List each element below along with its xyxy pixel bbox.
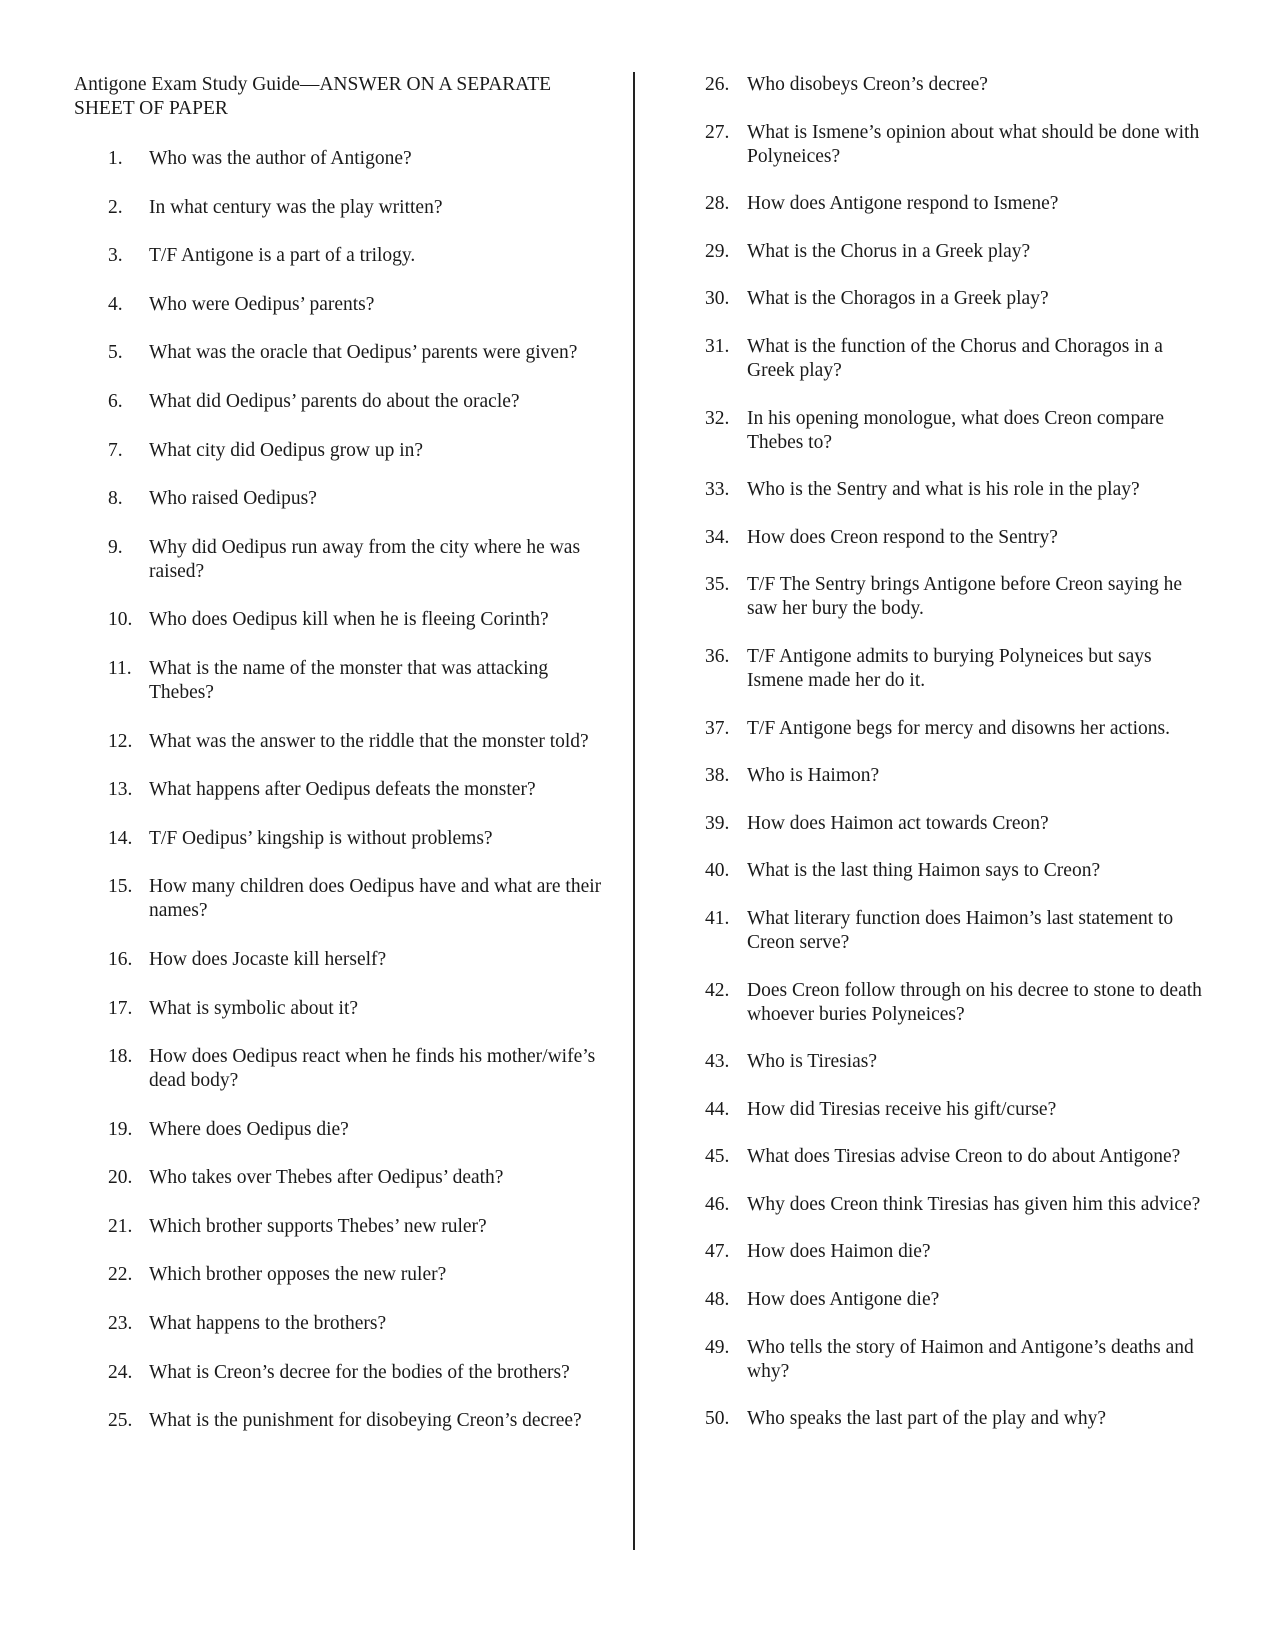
question-number: 21. xyxy=(108,1215,133,1237)
question-number: 12. xyxy=(108,730,133,752)
question-text: Who takes over Thebes after Oedipus’ death? xyxy=(149,1167,504,1189)
question-number: 36. xyxy=(705,645,730,667)
question-number: 13. xyxy=(108,779,133,801)
question-number: 30. xyxy=(705,288,730,310)
question-list-right xyxy=(705,73,1205,1455)
question-item xyxy=(108,487,608,511)
question-number: 42. xyxy=(705,979,730,1001)
question-item xyxy=(108,657,608,705)
question-text: How does Haimon act towards Creon? xyxy=(747,812,1049,834)
question-number: 45. xyxy=(705,1146,730,1168)
question-text: How does Creon respond to the Sentry? xyxy=(747,526,1058,548)
question-number: 25. xyxy=(108,1410,133,1432)
question-number: 40. xyxy=(705,860,730,882)
question-item xyxy=(108,827,608,851)
question-text: Who were Oedipus’ parents? xyxy=(149,293,375,315)
question-text: Who was the author of Antigone? xyxy=(149,148,412,169)
question-item xyxy=(108,1045,608,1093)
question-number: 44. xyxy=(705,1098,730,1120)
question-number: 43. xyxy=(705,1051,730,1073)
question-text: What happens after Oedipus defeats the monster? xyxy=(149,779,536,801)
question-item xyxy=(705,121,1205,169)
question-item xyxy=(108,293,608,317)
question-number: 11. xyxy=(108,657,132,679)
question-item xyxy=(705,287,1205,311)
question-text: What is the Choragos in a Greek play? xyxy=(747,288,1049,310)
question-text: Why did Oedipus run away from the city where he was raised? xyxy=(149,536,581,582)
question-number: 23. xyxy=(108,1313,133,1335)
question-text: T/F Antigone is a part of a trilogy. xyxy=(149,245,416,267)
question-text: Does Creon follow through on his decree to stone to death whoever buries Polyneices? xyxy=(747,979,1202,1025)
question-item xyxy=(705,1098,1205,1122)
question-item xyxy=(705,859,1205,883)
question-number: 34. xyxy=(705,526,730,548)
question-item xyxy=(705,573,1205,621)
question-text: What is symbolic about it? xyxy=(149,997,359,1019)
question-text: How does Jocaste kill herself? xyxy=(149,948,387,970)
question-number: 4. xyxy=(108,293,123,315)
question-item xyxy=(108,147,608,171)
question-item xyxy=(705,73,1205,97)
question-number: 31. xyxy=(705,335,730,357)
question-text: How many children does Oedipus have and what are their names? xyxy=(149,876,602,922)
question-item xyxy=(705,478,1205,502)
question-text: What is the punishment for disobeying Creon’s decree? xyxy=(149,1410,582,1432)
question-number: 50. xyxy=(705,1408,730,1430)
question-text: Which brother opposes the new ruler? xyxy=(149,1264,447,1286)
question-text: Who raised Oedipus? xyxy=(149,488,317,510)
question-number: 33. xyxy=(705,479,730,501)
question-text: Where does Oedipus die? xyxy=(149,1118,349,1140)
question-item xyxy=(705,1050,1205,1074)
question-item xyxy=(108,948,608,972)
question-item xyxy=(108,536,608,584)
question-text: Who does Oedipus kill when he is fleeing Corinth? xyxy=(149,609,549,631)
question-text: What is the function of the Chorus and Choragos in a Greek play? xyxy=(747,335,1163,381)
question-item xyxy=(705,526,1205,550)
question-number: 20. xyxy=(108,1167,133,1189)
question-text: What city did Oedipus grow up in? xyxy=(149,439,424,461)
question-text: T/F Oedipus’ kingship is without problems? xyxy=(149,827,493,849)
question-text: T/F The Sentry brings Antigone before Creon saying he saw her bury the body. xyxy=(747,574,1183,620)
question-item xyxy=(705,1336,1205,1384)
question-item xyxy=(108,1409,608,1433)
question-text: What happens to the brothers? xyxy=(149,1313,387,1335)
question-number: 24. xyxy=(108,1361,133,1383)
question-text: How did Tiresias receive his gift/curse? xyxy=(747,1098,1057,1120)
question-text: How does Antigone die? xyxy=(747,1289,940,1311)
page-title: Antigone Exam Study Guide—ANSWER ON A SEPARATE SHEET OF PAPER xyxy=(74,74,552,119)
question-item xyxy=(705,979,1205,1027)
question-item xyxy=(705,407,1205,455)
question-item xyxy=(108,341,608,365)
question-item xyxy=(108,1118,608,1142)
question-item xyxy=(705,717,1205,741)
question-text: What did Oedipus’ parents do about the oracle? xyxy=(149,390,520,412)
question-item xyxy=(108,997,608,1021)
question-number: 5. xyxy=(108,342,123,364)
question-text: What does Tiresias advise Creon to do about Antigone? xyxy=(747,1146,1181,1168)
question-text: How does Antigone respond to Ismene? xyxy=(747,193,1059,215)
question-number: 7. xyxy=(108,439,123,461)
question-number: 17. xyxy=(108,997,133,1019)
question-text: What was the oracle that Oedipus’ parents were given? xyxy=(149,342,578,364)
question-item xyxy=(108,778,608,802)
question-text: In his opening monologue, what does Creon compare Thebes to? xyxy=(747,407,1164,453)
question-text: Who is Haimon? xyxy=(747,765,880,787)
question-number: 8. xyxy=(108,488,123,510)
question-item xyxy=(108,1263,608,1287)
question-text: Who speaks the last part of the play and why? xyxy=(747,1408,1107,1430)
question-text: How does Oedipus react when he finds his mother/wife’s dead body? xyxy=(149,1046,596,1092)
question-item xyxy=(705,1240,1205,1264)
question-item xyxy=(705,192,1205,216)
question-number: 3. xyxy=(108,245,123,267)
question-number: 35. xyxy=(705,574,730,596)
question-item xyxy=(705,1145,1205,1169)
question-number: 15. xyxy=(108,876,133,898)
question-item xyxy=(108,196,608,220)
question-number: 27. xyxy=(705,121,730,143)
question-number: 19. xyxy=(108,1118,133,1140)
question-number: 16. xyxy=(108,948,133,970)
question-text: What was the answer to the riddle that the monster told? xyxy=(149,730,589,752)
question-number: 9. xyxy=(108,536,123,558)
question-item xyxy=(705,1288,1205,1312)
question-item xyxy=(705,645,1205,693)
question-item xyxy=(705,1407,1205,1431)
question-text: Which brother supports Thebes’ new ruler? xyxy=(149,1215,487,1237)
question-number: 47. xyxy=(705,1241,730,1263)
question-item xyxy=(108,608,608,632)
question-text: How does Haimon die? xyxy=(747,1241,931,1263)
question-text: T/F Antigone admits to burying Polyneices but says Ismene made her do it. xyxy=(747,645,1152,691)
question-text: Who tells the story of Haimon and Antigone’s deaths and why? xyxy=(747,1336,1194,1382)
question-text: What is Creon’s decree for the bodies of the brothers? xyxy=(149,1361,570,1383)
question-text: Who is Tiresias? xyxy=(747,1051,878,1073)
question-text: Who is the Sentry and what is his role in the play? xyxy=(747,479,1140,501)
question-text: What is the last thing Haimon says to Creon? xyxy=(747,860,1101,882)
question-item xyxy=(108,244,608,268)
question-number: 18. xyxy=(108,1046,133,1068)
question-number: 48. xyxy=(705,1289,730,1311)
question-text: In what century was the play written? xyxy=(149,196,443,218)
question-item xyxy=(705,812,1205,836)
question-list-left xyxy=(108,147,608,1458)
question-item xyxy=(108,875,608,923)
question-item xyxy=(705,764,1205,788)
question-text: What literary function does Haimon’s last statement to Creon serve? xyxy=(747,907,1174,953)
question-item xyxy=(108,1312,608,1336)
question-number: 49. xyxy=(705,1336,730,1358)
question-item xyxy=(705,1193,1205,1217)
question-item xyxy=(705,240,1205,264)
question-text: What is the name of the monster that was attacking Thebes? xyxy=(149,657,549,703)
question-number: 2. xyxy=(108,196,123,218)
question-number: 38. xyxy=(705,765,730,787)
question-text: Who disobeys Creon’s decree? xyxy=(747,74,988,95)
question-number: 10. xyxy=(108,609,133,631)
question-number: 32. xyxy=(705,407,730,429)
question-number: 41. xyxy=(705,907,730,929)
question-text: What is Ismene’s opinion about what should be done with Polyneices? xyxy=(747,121,1200,167)
question-number: 29. xyxy=(705,240,730,262)
question-number: 46. xyxy=(705,1193,730,1215)
question-item xyxy=(108,1361,608,1385)
question-number: 37. xyxy=(705,717,730,739)
question-number: 6. xyxy=(108,390,123,412)
question-text: Why does Creon think Tiresias has given him this advice? xyxy=(747,1193,1201,1215)
question-text: T/F Antigone begs for mercy and disowns her actions. xyxy=(747,717,1170,739)
question-number: 22. xyxy=(108,1264,133,1286)
question-item xyxy=(108,1166,608,1190)
question-number: 14. xyxy=(108,827,133,849)
question-item xyxy=(705,335,1205,383)
question-item xyxy=(108,1215,608,1239)
question-number: 28. xyxy=(705,193,730,215)
question-text: What is the Chorus in a Greek play? xyxy=(747,240,1031,262)
question-number: 39. xyxy=(705,812,730,834)
question-item xyxy=(108,730,608,754)
question-item xyxy=(108,390,608,414)
question-number: 26. xyxy=(705,74,730,95)
question-number: 1. xyxy=(108,148,123,169)
question-item xyxy=(705,907,1205,955)
column-divider xyxy=(633,72,635,1550)
question-item xyxy=(108,439,608,463)
